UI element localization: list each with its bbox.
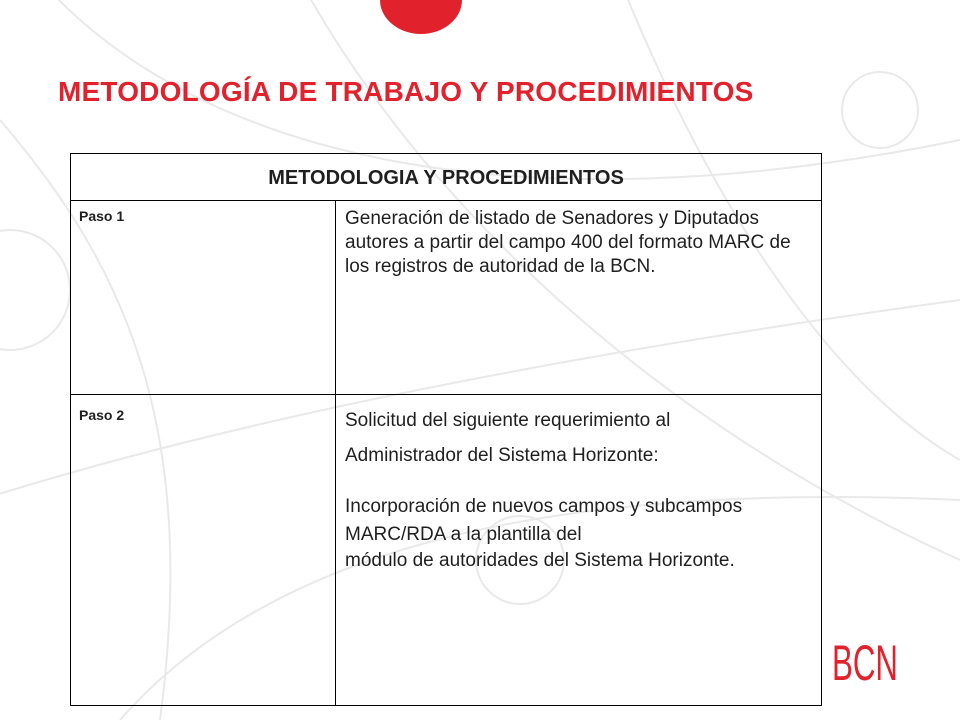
step-description-line: Incorporación de nuevos campos y subcampos MARC/RDA a la plantilla del (345, 496, 743, 545)
step-label-cell (71, 201, 336, 395)
step-description-cell (336, 201, 822, 395)
table-row (71, 395, 822, 706)
table-header: METODOLOGIA Y PROCEDIMIENTOS (71, 154, 822, 201)
step-description-line: módulo de autoridades del Sistema Horizonte. (345, 550, 735, 571)
step-label-cell (71, 395, 336, 706)
red-circle-decoration (380, 0, 462, 34)
svg-text:BCN: BCN (832, 635, 898, 691)
table-header-row (71, 154, 822, 201)
bcn-logo (832, 635, 900, 691)
step-description-line: Administrador del Sistema Horizonte: (345, 445, 659, 466)
step-label: Paso 1 (79, 208, 125, 224)
table-row (71, 201, 822, 395)
step-description-line: Solicitud del siguiente requerimiento al (345, 410, 671, 431)
step-description-cell (336, 395, 822, 706)
slide-title: METODOLOGÍA DE TRABAJO Y PROCEDIMIENTOS (58, 76, 754, 107)
step-description: Generación de listado de Senadores y Diputados autores a partir del campo 400 del formato MARC de los registros de autoridad de la BCN. (345, 208, 791, 277)
step-label: Paso 2 (79, 407, 125, 423)
methodology-table (70, 153, 822, 706)
